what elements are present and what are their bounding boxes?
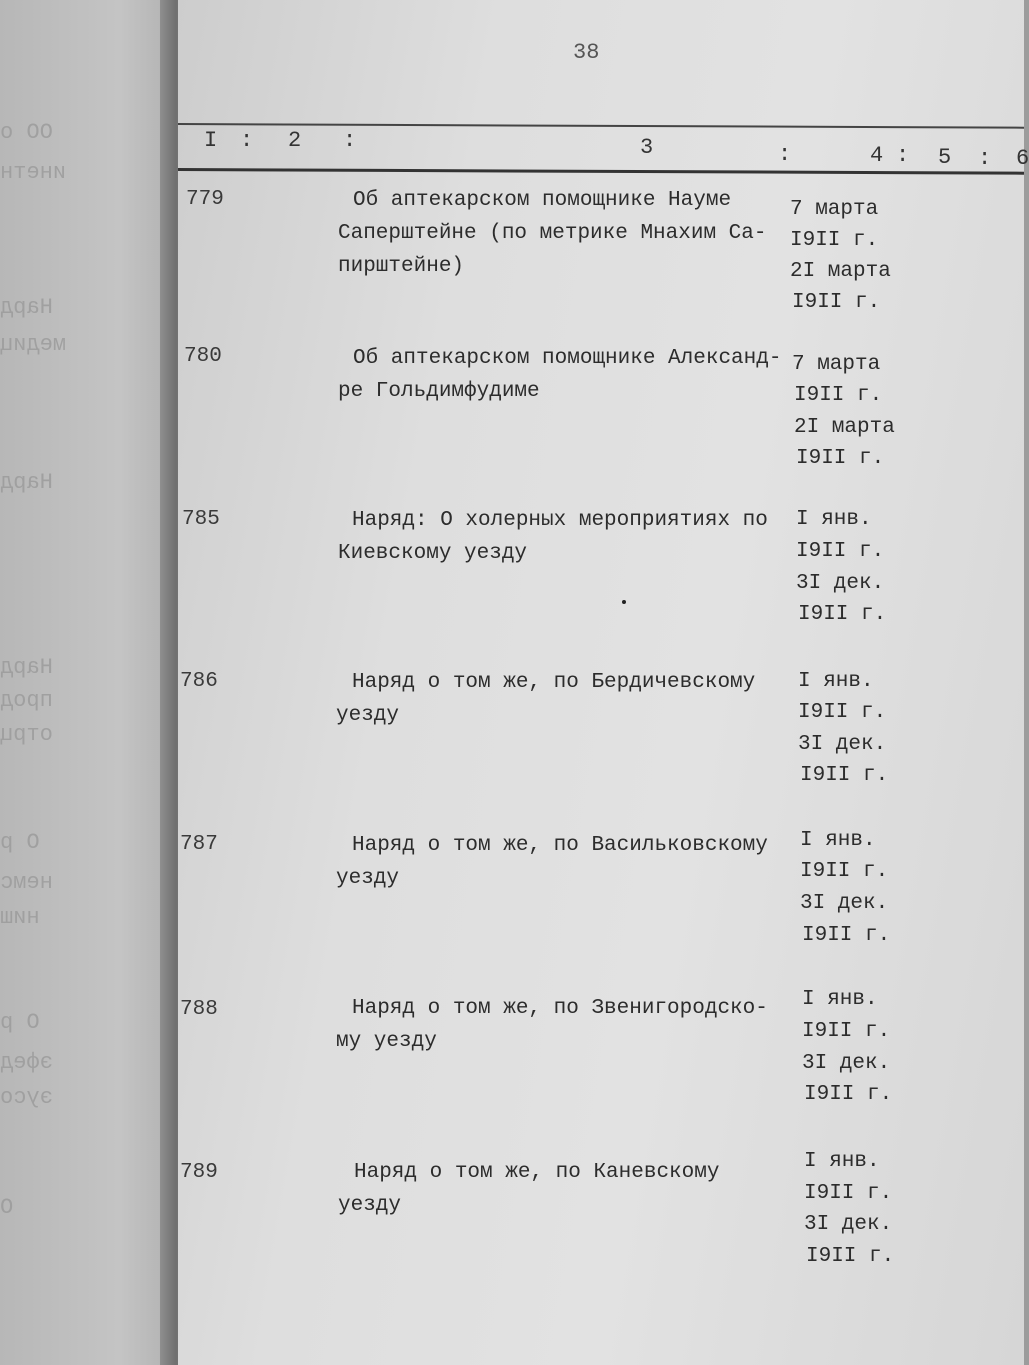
entry-title: Наряд о том же, по Звенигородско- му уезду — [336, 997, 768, 1053]
header-separator: : — [978, 146, 992, 171]
header-col-5: 5 — [938, 145, 952, 170]
header-rule-bottom — [178, 168, 1024, 175]
date-end: 3I дек. — [804, 1213, 893, 1236]
date-start-year: I9II г. — [798, 701, 887, 724]
entry-number: 779 — [186, 188, 224, 211]
bleed-through-text: эфед — [0, 1050, 53, 1075]
date-end-year: I9II г. — [792, 291, 881, 314]
date-end: 3I дек. — [800, 892, 889, 915]
date-start: I янв. — [798, 670, 874, 693]
bleed-through-text: ОО о — [0, 120, 53, 145]
header-separator: : — [896, 143, 910, 168]
entry-title: Об аптекарском помощнике Науме Саперштейне (по метрике Мнахим Са- пирштейне) — [338, 189, 767, 278]
date-start: I янв. — [802, 988, 878, 1011]
header-col-6: 6 — [1016, 146, 1029, 171]
date-end-year: I9II г. — [806, 1245, 895, 1268]
bleed-through-text: медиц — [0, 332, 67, 357]
header-col-4: 4 — [870, 143, 884, 168]
date-start: I янв. — [800, 829, 876, 852]
header-separator: : — [343, 128, 357, 153]
ink-speck — [622, 600, 626, 604]
date-end: 3I дек. — [802, 1052, 891, 1075]
header-separator: : — [240, 128, 254, 153]
date-start-year: I9II г. — [804, 1182, 893, 1205]
date-start: I янв. — [796, 508, 872, 531]
date-start-year: I9II г. — [794, 384, 883, 407]
bleed-through-text: ниш — [0, 905, 40, 930]
date-end: 2I марта — [794, 416, 895, 439]
entry-number: 787 — [180, 833, 218, 856]
date-start: 7 марта — [792, 353, 881, 376]
page-number: 38 — [573, 40, 600, 65]
entry-title: Наряд о том же, по Васильковскому уезду — [336, 834, 768, 890]
entry-number: 785 — [182, 508, 220, 531]
bleed-through-text: инетн — [0, 160, 67, 185]
date-end: 2I марта — [790, 260, 891, 283]
date-end-year: I9II г. — [798, 603, 887, 626]
date-start: I янв. — [804, 1150, 880, 1173]
date-end-year: I9II г. — [796, 447, 885, 470]
bleed-through-text: немс — [0, 870, 53, 895]
date-start-year: I9II г. — [796, 540, 885, 563]
entry-title: Наряд: О холерных мероприятиях по Киевскому уезду — [338, 509, 768, 565]
bleed-through-text: Нард — [0, 295, 53, 320]
date-end: 3I дек. — [796, 572, 885, 595]
bleed-through-text: прод — [0, 688, 53, 713]
entry-number: 789 — [180, 1161, 218, 1184]
bleed-through-text: эусо — [0, 1085, 53, 1110]
entry-number: 788 — [180, 998, 218, 1021]
date-end-year: I9II г. — [800, 764, 889, 787]
date-start-year: I9II г. — [802, 1020, 891, 1043]
bleed-through-text: О — [0, 1195, 14, 1220]
date-start: 7 марта — [790, 198, 879, 221]
entry-title: Наряд о том же, по Бердичевскому уезду — [336, 671, 756, 727]
date-end: 3I дек. — [798, 733, 887, 756]
entry-title: Наряд о том же, по Каневскому уезду — [338, 1161, 720, 1217]
bleed-through-text: О р — [0, 830, 40, 855]
bleed-through-text: Нард — [0, 655, 53, 680]
date-start-year: I9II г. — [800, 860, 889, 883]
header-col-2: 2 — [288, 128, 302, 153]
date-end-year: I9II г. — [802, 924, 891, 947]
bleed-through-text: отрц — [0, 722, 53, 747]
entry-title: Об аптекарском помощнике Александ- ре Гольдимфудиме — [338, 347, 782, 403]
bleed-through-text: О р — [0, 1010, 40, 1035]
header-col-1: I — [204, 128, 218, 153]
header-separator: : — [778, 142, 792, 167]
bleed-through-text: Нард — [0, 470, 53, 495]
entry-number: 786 — [180, 670, 218, 693]
document-page — [178, 0, 1029, 1365]
date-start-year: I9II г. — [790, 229, 879, 252]
header-rule-top — [178, 123, 1024, 129]
entry-number: 780 — [184, 345, 222, 368]
header-col-3: 3 — [640, 135, 654, 160]
date-end-year: I9II г. — [804, 1083, 893, 1106]
